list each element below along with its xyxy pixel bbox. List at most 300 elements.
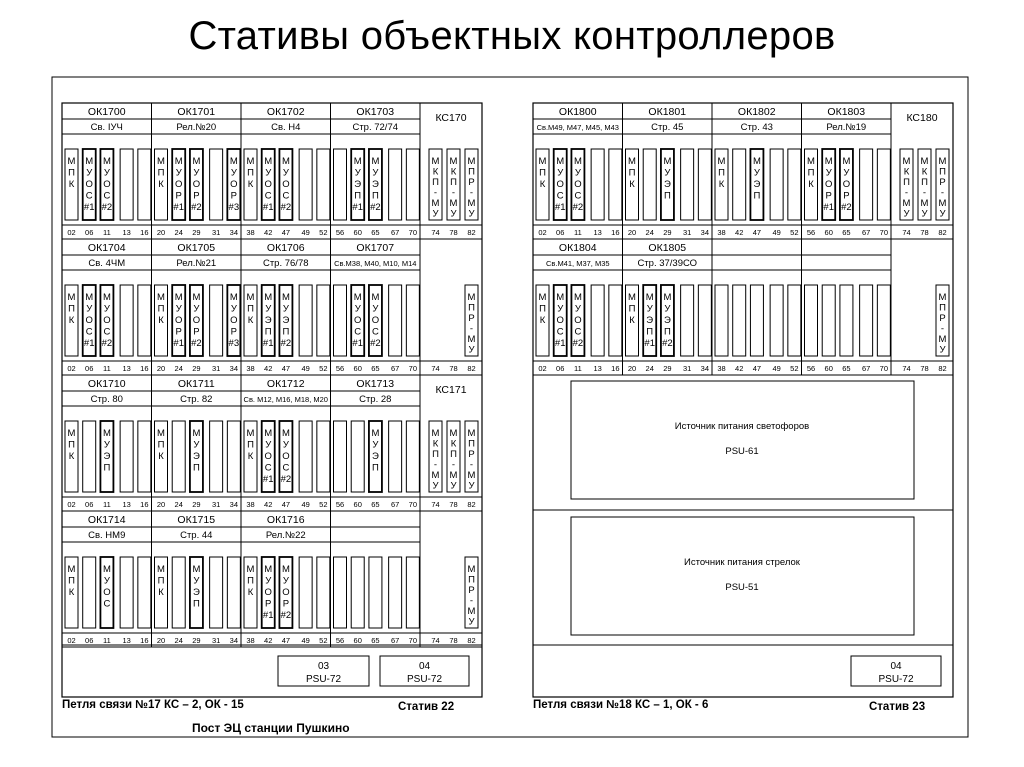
module-slot-char: М [628,292,636,303]
ks-module-slot-char: М [902,198,911,209]
module-slot [120,421,133,492]
module-slot-char: У [372,439,379,451]
controller-id: ОК1803 [827,106,866,118]
module-slot [334,557,347,628]
module-slot [210,421,223,492]
module-slot-char: П [157,303,165,315]
ks-module-slot-char: П [432,449,439,460]
module-slot-char: #2 [280,474,292,485]
station-caption: Пост ЭЦ станции Пушкино [192,721,350,735]
module-slot-char: Р [193,190,200,202]
module-slot-char: М [663,156,672,167]
module-slot [788,149,801,220]
controller-object: Рел.№21 [176,258,217,269]
module-slot-char: О [175,315,183,326]
module-slot-char: К [68,315,75,326]
ks-module-slot-char: У [450,480,457,492]
slot-number: 82 [467,364,476,373]
module-slot [120,285,133,356]
slot-number: 74 [431,636,440,645]
module-slot [733,149,746,220]
psu-number: 04 [418,661,431,672]
module-slot-char: О [371,315,380,326]
module-slot [138,557,151,628]
module-slot [788,285,801,356]
controller-object: Стр. 80 [90,394,123,405]
module-slot-char: П [664,326,671,338]
slot-number: 56 [806,228,816,237]
module-slot-char: М [67,156,76,167]
slot-number: 82 [938,228,947,237]
module-slot-char: С [282,190,290,202]
module-slot-char: У [265,167,272,179]
module-slot-char: М [246,156,255,167]
module-slot-char: Э [664,179,671,190]
ks-module-slot-char: П [450,177,457,188]
slot-number: 47 [752,364,762,373]
ks-module-slot-char: - [469,323,474,335]
module-slot-char: У [574,167,581,179]
module-slot-char: Р [175,190,182,202]
module-slot-char: К [247,451,254,462]
module-slot-char: П [247,303,254,315]
module-slot-char: У [265,575,272,587]
module-slot-char: П [753,190,761,202]
module-slot-char: О [103,179,111,190]
module-slot [299,285,312,356]
slot-number: 24 [174,636,183,645]
module-slot-char: У [354,167,361,179]
module-slot-char: М [102,428,111,439]
ks-module-slot-char: М [467,292,476,303]
slot-number: 02 [67,500,76,509]
module-slot [317,557,330,628]
slot-number: 70 [879,228,889,237]
module-slot-char: П [718,167,725,179]
module-slot [317,421,330,492]
module-slot-char: П [807,167,815,179]
module-slot-char: У [193,439,200,451]
slot-number: 16 [611,364,620,373]
module-slot-char: М [192,156,201,167]
module-slot-char: Р [843,190,850,202]
ks-module-slot-char: - [469,187,474,199]
controller-object: Св.М49, М47, М45, М43 [536,123,619,132]
module-slot [389,421,402,492]
ks-id: КС180 [906,112,938,124]
module-slot-char: М [85,292,94,303]
module-slot [299,149,312,220]
module-slot-char: У [843,167,850,179]
controller-id: ОК1707 [356,242,395,254]
slot-number: 16 [611,228,620,237]
module-slot-char: #1 [83,202,95,213]
module-slot [733,285,746,356]
slot-number: 74 [431,500,440,509]
slot-number: 20 [156,636,166,645]
module-slot-char: К [629,179,635,190]
slot-number: 31 [682,228,692,237]
module-slot-char: К [539,315,546,326]
module-slot-char: У [825,167,832,179]
ks-module-slot-char: М [938,198,947,209]
module-slot-char: У [175,303,182,315]
module-slot-char: С [556,190,564,202]
module-slot-char: #2 [101,338,113,349]
power-unit-name: PSU-61 [725,446,759,457]
module-slot-char: С [282,462,290,474]
module-slot-char: М [371,428,380,439]
module-slot-char: Э [264,315,272,326]
module-slot-char: С [103,326,111,338]
slot-number: 24 [174,500,183,509]
module-slot-char: К [68,179,75,190]
module-slot-char: М [752,156,761,167]
rack-name: Статив 22 [398,701,455,713]
module-slot-char: М [157,156,165,167]
page-title: Стативы объектных контроллеров [188,14,836,58]
module-slot-char: М [229,292,238,303]
slot-number: 38 [246,500,255,509]
psu-number: 04 [890,661,902,672]
module-slot-char: Э [372,451,379,462]
module-slot [750,285,763,356]
ks-module-slot-char: М [467,198,476,209]
module-slot-char: М [157,428,165,439]
slot-number: 70 [408,636,418,645]
module-slot-char: Р [265,598,272,610]
controller-id: ОК1713 [356,378,395,390]
module-slot-char: П [68,575,75,587]
slot-number: 02 [67,228,76,237]
ks-module-slot-char: - [433,187,438,199]
module-slot-char: М [264,156,273,167]
controller-object: Св. ІУЧ [90,122,123,133]
slot-number: 29 [192,364,201,373]
slot-number: 20 [156,500,166,509]
module-slot-char: М [353,156,362,167]
module-slot-char: С [371,326,379,338]
module-slot [334,149,347,220]
module-slot-char: М [353,292,362,303]
ks-module-slot-char: П [432,177,439,188]
module-slot-char: Э [354,179,362,190]
module-slot-char: #1 [262,202,274,213]
module-slot-char: П [646,326,654,338]
slot-number: 56 [335,228,345,237]
module-slot-char: У [282,439,289,451]
module-slot-char: К [68,587,75,598]
module-slot-char: О [556,179,564,190]
module-slot [681,285,694,356]
slot-number: 82 [467,636,476,645]
module-slot-char: С [264,462,272,474]
controller-object: Стр. 76/78 [262,258,309,269]
controller-object: Св. М12, М16, М18, М20 [243,395,328,404]
module-slot-char: М [246,564,255,575]
module-slot [406,285,419,356]
module-slot [210,557,223,628]
controller-id: ОК1702 [266,106,305,118]
module-slot-char: К [158,587,164,598]
slot-number: 11 [574,364,582,373]
slot-number: 13 [122,500,131,509]
module-slot-char: У [265,439,272,451]
module-slot-char: О [192,179,201,190]
ks-module-slot-char: К [450,166,457,178]
module-slot-char: У [175,167,182,179]
module-slot-char: П [193,462,200,474]
ks-module-slot-char: М [449,428,458,439]
module-slot-char: М [281,564,290,575]
slot-number: 31 [211,500,221,509]
module-slot [591,285,604,356]
slot-number: 20 [156,228,166,237]
module-slot-char: Р [825,190,832,202]
ks-module-slot-char: П [468,166,475,178]
module-slot [822,285,835,356]
module-slot-char: П [247,575,254,587]
module-slot-char: С [354,326,362,338]
slot-number: 13 [122,228,131,237]
ks-id: КС171 [435,384,467,396]
module-slot [83,557,96,628]
module-slot-char: Э [753,179,761,190]
module-slot-char: М [102,564,111,575]
slot-number: 74 [902,228,911,237]
slot-number: 56 [335,364,345,373]
module-slot-char: П [282,326,290,338]
ks-module-slot-char: П [939,166,946,178]
module-slot-char: О [282,179,290,190]
ks-module-slot-char: Р [468,585,475,596]
module-slot [389,285,402,356]
controller-id: ОК1804 [558,242,597,254]
controller-object: Рел.№22 [265,530,306,541]
module-slot-char: У [664,167,671,179]
module-slot-char: П [628,303,636,315]
module-slot-char: М [842,156,851,167]
module-slot-char: У [103,303,110,315]
module-slot-char: М [264,564,273,575]
loop-caption: Петля связи №18 КС – 1, ОК - 6 [533,699,709,711]
slot-number: 02 [67,364,76,373]
module-slot-char: О [574,179,582,190]
module-slot-char: У [574,303,581,315]
controller-object: Стр. 82 [180,394,213,405]
slot-number: 31 [211,636,221,645]
ks-module-slot-char: - [451,459,456,471]
slot-number: 47 [281,500,291,509]
module-slot-char: М [556,292,565,303]
module-slot-char: М [192,292,201,303]
module-slot [351,557,364,628]
module-slot-char: О [264,179,272,190]
slot-number: 11 [103,636,111,645]
slot-number: 11 [103,228,111,237]
module-slot-char: П [247,439,254,451]
ks-module-slot-char: Р [939,177,946,188]
ks-module-slot-char: П [468,302,475,314]
module-slot-char: Р [230,326,238,338]
module-slot-char: У [664,303,671,315]
right-rack [533,103,953,713]
slot-number: 82 [467,500,476,509]
module-slot-char: С [574,190,582,202]
slot-number: 70 [408,364,418,373]
module-slot-char: О [842,179,851,190]
module-slot-char: У [282,167,289,179]
slot-number: 42 [264,500,273,509]
module-slot [877,149,890,220]
slot-number: 02 [538,228,547,237]
module-slot [120,557,133,628]
slot-number: 42 [735,228,744,237]
slot-number: 31 [682,364,692,373]
module-slot [698,285,711,356]
module-slot-char: #1 [173,338,185,349]
module-slot-char: #2 [662,338,673,349]
slot-number: 70 [408,228,418,237]
module-slot-char: С [85,190,93,202]
module-slot-char: К [158,179,164,190]
ks-module-slot-char: К [450,438,457,450]
slot-number: 52 [319,228,328,237]
slot-number: 60 [824,364,833,373]
module-slot-char: #1 [352,338,364,349]
ks-module-slot-char: У [903,208,910,220]
module-slot-char: П [354,190,362,202]
module-slot-char: М [264,292,273,303]
module-slot-char: М [371,156,380,167]
module-slot-char: Р [175,326,182,338]
ks-module-slot-char: - [469,459,474,471]
ks-module-slot-char: К [432,438,439,450]
controller-object: Стр. 28 [359,394,392,405]
module-slot-char: У [282,303,289,315]
controller-id: ОК1706 [266,242,305,254]
power-unit [571,517,914,635]
module-slot-char: К [629,315,635,326]
module-slot-char: П [68,303,75,315]
controller-object: Рел.№19 [826,122,867,133]
module-slot-char: У [193,303,200,315]
ks-module-slot-char: М [467,156,476,167]
module-slot-char: П [264,326,272,338]
slot-number: 29 [663,228,672,237]
ks-module-slot-char: М [431,198,440,209]
slot-number: 13 [593,364,602,373]
controller-id: ОК1701 [177,106,216,118]
slot-number: 49 [772,364,781,373]
module-slot [227,557,240,628]
module-slot-char: К [68,451,75,462]
module-slot-char: О [282,587,290,598]
module-slot-char: К [808,179,814,190]
ks-module-slot-char: М [467,606,476,617]
slot-number: 70 [879,364,889,373]
module-slot-char: У [86,303,93,315]
module-slot-char: М [281,292,290,303]
slot-number: 38 [717,228,726,237]
module-slot-char: М [67,428,76,439]
ks-module-slot-char: М [938,292,947,303]
controller-id: ОК1711 [177,378,215,390]
module-slot-char: М [157,564,165,575]
module-slot-char: О [264,451,272,462]
module-slot [860,149,873,220]
slot-number: 42 [264,228,273,237]
controller-object: Рел.№20 [176,122,217,133]
ks-module-slot-char: П [939,302,946,314]
slot-number: 67 [861,364,871,373]
slot-number: 06 [556,228,565,237]
module-slot-char: М [538,156,547,167]
module-slot-char: О [354,315,362,326]
module-slot [210,149,223,220]
module-slot [299,421,312,492]
module-slot [770,149,783,220]
slot-number: 82 [938,364,947,373]
slot-number: 06 [85,228,94,237]
slot-number: 38 [717,364,726,373]
ks-module-slot-char: У [432,480,439,492]
ks-module-slot-char: У [432,208,439,220]
module-slot-char: П [539,303,546,315]
slot-number: 06 [85,364,94,373]
module-slot-char: К [247,179,254,190]
slot-number: 52 [319,636,328,645]
module-slot [351,421,364,492]
ks-module-slot-char: - [451,187,456,199]
slot-number: 52 [790,228,799,237]
module-slot-char: С [103,190,111,202]
module-slot-char: #1 [262,338,274,349]
slot-number: 60 [824,228,833,237]
module-slot-char: П [157,439,165,451]
module-slot-char: У [193,167,200,179]
ks-module-slot-char: - [940,323,945,335]
controller-object: Стр. 43 [740,122,773,133]
module-slot-char: Р [193,326,200,338]
slot-number: 42 [735,364,744,373]
slot-number: 34 [700,228,710,237]
module-slot-char: С [264,190,272,202]
module-slot-char: Р [230,190,238,202]
slot-number: 56 [335,500,345,509]
slot-number: 16 [140,500,149,509]
module-slot-char: О [175,179,183,190]
slot-number: 78 [449,500,458,509]
module-slot-char: П [372,190,379,202]
ks-module-slot-char: У [939,208,946,220]
ks-module-slot-char: К [921,166,928,178]
slot-number: 65 [371,228,380,237]
power-unit-name: PSU-51 [725,582,759,593]
loop-caption: Петля связи №17 КС – 2, ОК - 15 [62,699,244,711]
controller-id: ОК1801 [648,106,687,118]
module-slot-char: У [646,303,653,315]
module-slot-char: М [85,156,94,167]
slot-number: 34 [229,636,239,645]
slot-number: 06 [85,500,94,509]
module-slot-char: П [372,462,379,474]
controller-id: ОК1714 [87,514,126,526]
module-slot-char: М [645,292,654,303]
ks-module-slot-char: У [468,344,475,356]
module-slot-char: П [103,462,111,474]
slot-number: 11 [103,500,111,509]
